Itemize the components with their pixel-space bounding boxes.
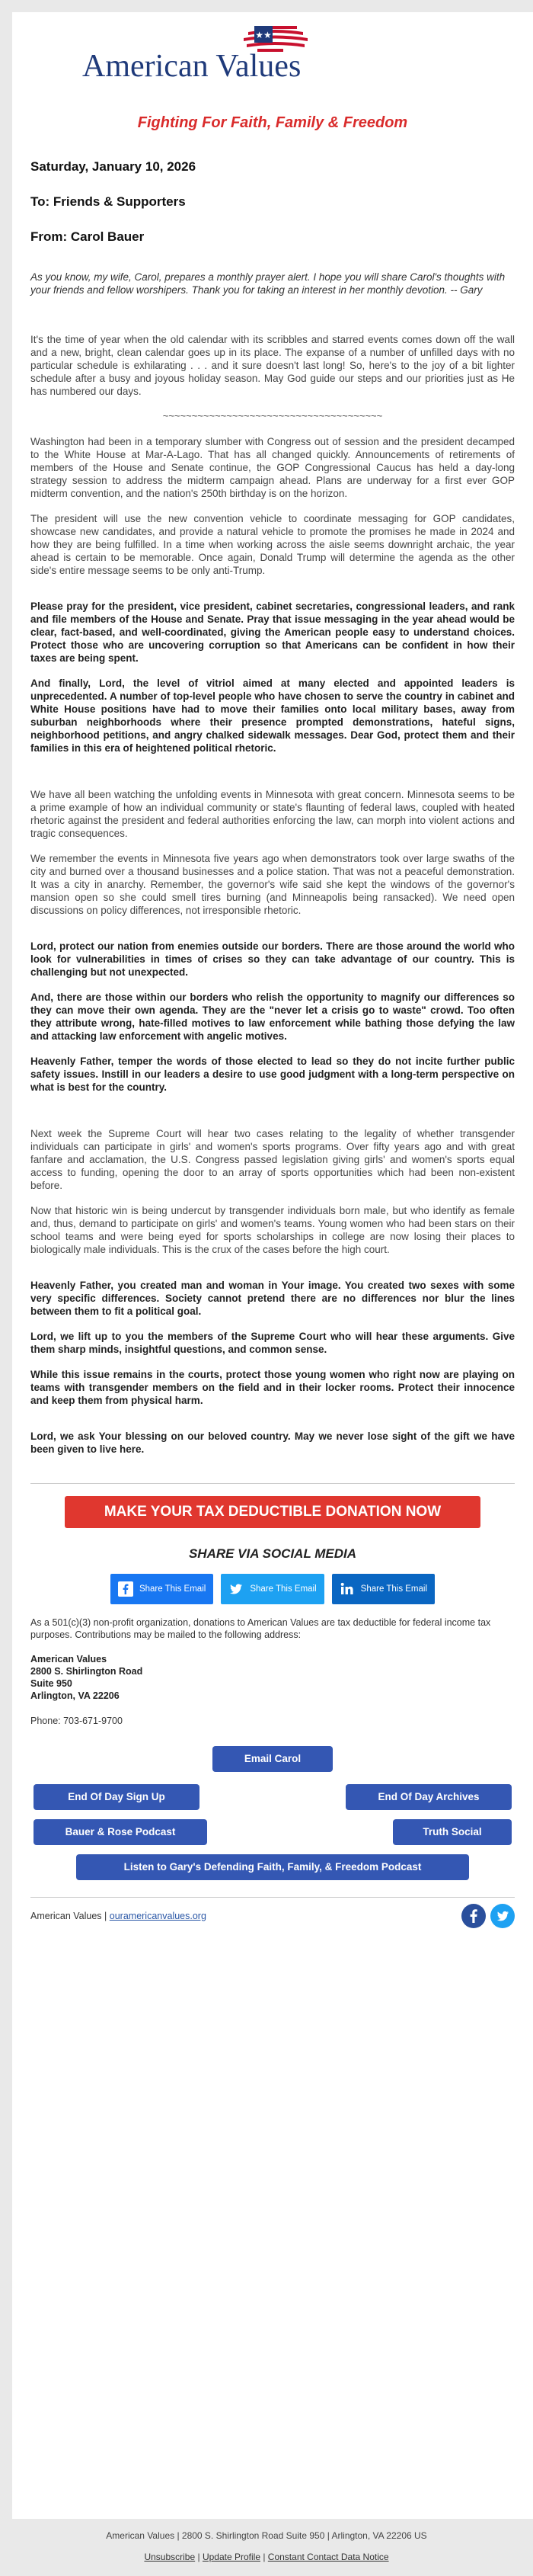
- donate-button[interactable]: MAKE YOUR TAX DEDUCTIBLE DONATION NOW: [65, 1496, 480, 1528]
- memo-from: From: Carol Bauer: [30, 229, 145, 244]
- memo-to: To: Friends & Supporters: [30, 194, 186, 209]
- footer-bottom: [0, 2530, 533, 2562]
- prayer-paragraph: Please pray for the president, vice president, cabinet secretaries, congressional leaders, and rank and file members of the House and Senate. Pray that issue messaging in the year ahead would be clear, fact-based, and well-coordinated, giving the American people easy to understand choices. Protect those who are uncovering corruption so that Americans can be confident in how their taxes are being spent.: [30, 601, 515, 664]
- listen-podcast-button[interactable]: Listen to Gary's Defending Faith, Family, & Freedom Podcast: [76, 1854, 469, 1880]
- end-of-day-archives-button[interactable]: End Of Day Archives: [346, 1784, 512, 1810]
- tagline: Fighting For Faith, Family & Freedom: [137, 114, 408, 131]
- footer-brand-row: [30, 1898, 515, 1934]
- share-twitter-button[interactable]: [221, 1574, 324, 1604]
- address-line: American Values: [30, 1654, 107, 1664]
- twitter-icon[interactable]: [490, 1904, 515, 1928]
- email-carol-button[interactable]: Email Carol: [212, 1746, 333, 1772]
- header: [30, 12, 515, 98]
- end-of-day-signup-button[interactable]: End Of Day Sign Up: [34, 1784, 199, 1810]
- tax-disclaimer: As a 501(c)(3) non-profit organization, donations to American Values are tax deductible for federal income tax purposes. Contributions may be mailed to the following address:: [30, 1617, 491, 1640]
- mailing-address: [30, 1653, 515, 1702]
- paragraph: Next week the Supreme Court will hear two cases relating to the legality of whether transgender individuals can participate in girls' and women's sports programs. Over fifty years ago and with great fanfare and acclamation, the U.S. Congress passed legislation giving girls' and women's sports equal access to funding, opening the door to an array of sports opportunities which had been non-existent before.: [30, 1128, 515, 1191]
- memo-date: Saturday, January 10, 2026: [30, 159, 196, 174]
- prayer-paragraph: And finally, Lord, the level of vitriol aimed at many elected and appointed leaders is unprecedented. A number of top-level people who have chosen to serve the country in cabinet and White House positions have had to move their families onto local military bases, away from suburban neighborhoods where their presence prompted demonstrations, hateful signs, neighborhood petitions, and angry chalked sidewalk messages. Dear God, protect them and their families in this era of heightened political rhetoric.: [30, 678, 515, 754]
- facebook-icon[interactable]: [461, 1904, 486, 1928]
- unsubscribe-link[interactable]: Unsubscribe: [144, 2552, 196, 2562]
- flag-icon: [244, 26, 308, 52]
- prayer-paragraph: Heavenly Father, temper the words of those elected to lead so they do not incite further public safety issues. Instill in our leaders a desire to use good judgment with a long-term perspective on what is best for the country.: [30, 1056, 515, 1093]
- share-linkedin-button[interactable]: [332, 1574, 435, 1604]
- section-divider: ~~~~~~~~~~~~~~~~~~~~~~~~~~~~~~~~~~~~~~: [162, 410, 383, 421]
- footer-address: American Values | 2800 S. Shirlington Road Suite 950 | Arlington, VA 22206 US: [106, 2530, 427, 2541]
- twitter-icon: [228, 1581, 244, 1597]
- website-link[interactable]: ouramericanvalues.org: [109, 1911, 206, 1921]
- paragraph: We remember the events in Minnesota five years ago when demonstrators took over large swaths of the city and burned over a thousand businesses and a police station. That was not a peaceful demonstration. It was a city in anarchy. Remember, the governor's wife said she kept the windows of the governor's mansion open so she could smell tires burning (and Minneapolis being ransacked). We need open discussions on policy differences, not irresponsible rhetoric.: [30, 853, 515, 916]
- data-notice-link[interactable]: Constant Contact Data Notice: [267, 2552, 389, 2562]
- svg-text:★★: ★★: [255, 30, 272, 40]
- prayer-paragraph: Lord, protect our nation from enemies outside our borders. There are those around the world who look for vulnerabilities in times of crises so they can take advantage of our country. This is challenging but not unexpected.: [30, 940, 515, 978]
- american-values-logo: [75, 23, 471, 85]
- share-title: SHARE VIA SOCIAL MEDIA: [188, 1546, 357, 1561]
- footer-separator: |: [101, 1911, 110, 1921]
- share-label: Share This Email: [139, 1584, 206, 1594]
- email-body: [12, 12, 533, 2519]
- facebook-icon: [118, 1581, 133, 1597]
- prayer-paragraph: While this issue remains in the courts, protect those young women who right now are playing on teams with transgender members on the field and in their locker rooms. Protect their innocence and keep them from physical harm.: [30, 1369, 515, 1406]
- prayer-paragraph: Heavenly Father, you created man and woman in Your image. You created two sexes with some very specific differences. Society cannot pretend there are no differences nor blur the lines between them to fit a political goal.: [30, 1280, 515, 1317]
- footer-links: [0, 2552, 533, 2562]
- paragraph: The president will use the new convention vehicle to coordinate messaging for GOP candidates, showcase new candidates, and provide a natural vehicle to promote the promises he made in 2024 and how they are being fulfilled. In a time when working across the aisle seems downright archaic, the year ahead is certain to be memorable. Once again, Donald Trump will determine the agenda as the other side's entire message seems to be only anti-Trump.: [30, 513, 515, 576]
- footer-link-separator: |: [260, 2552, 268, 2562]
- divider-line: [30, 1483, 515, 1484]
- footer-link-separator: |: [195, 2552, 203, 2562]
- share-facebook-button[interactable]: [110, 1574, 213, 1604]
- footer-org-text: [30, 1911, 206, 1921]
- logo-text: American Values: [82, 49, 302, 84]
- linkedin-icon: [340, 1581, 355, 1597]
- closing-prayer: Lord, we ask Your blessing on our beloved country. May we never lose sight of the gift we have been given to live here.: [30, 1431, 515, 1455]
- truth-social-button[interactable]: Truth Social: [393, 1819, 512, 1845]
- podcast-button[interactable]: Bauer & Rose Podcast: [34, 1819, 207, 1845]
- phone-number: Phone: 703-671-9700: [30, 1716, 123, 1726]
- prayer-paragraph: Lord, we lift up to you the members of the Supreme Court who will hear these arguments. Give them sharp minds, insightful questions, and common sense.: [30, 1331, 515, 1355]
- social-icons: [461, 1904, 515, 1928]
- update-profile-link[interactable]: Update Profile: [202, 2552, 260, 2562]
- paragraph: We have all been watching the unfolding events in Minnesota with great concern. Minnesota seems to be a prime example of how an individual community or state's flaunting of federal laws, coupled with heated rhetoric against the president and federal authorities enforcing the law, can morph into violent actions and tragic consequences.: [30, 789, 515, 839]
- address-line: 2800 S. Shirlington Road: [30, 1666, 143, 1677]
- paragraph: It's the time of year when the old calendar with its scribbles and starred events comes down off the wall and a new, bright, clean calendar goes up in its place. The expanse of a number of unfilled days with no particular schedule is exhilarating . . . and it sure doesn't last long! So, here's to the joy of a bit lighter schedule after a busy and joyous holiday season. May God guide our steps and our priorities just as He has numbered our days.: [30, 334, 515, 397]
- address-line: Arlington, VA 22206: [30, 1690, 120, 1701]
- paragraph: Washington had been in a temporary slumber with Congress out of session and the president decamped to the White House at Mar-A-Lago. That has all changed quickly. Announcements of retirements of members of the House and Senate continue, the GOP Congressional Caucus has held a day-long strategy session to address the midterm campaign ahead. Plans are underway for a first ever GOP midterm convention, and the nation's 250th birthday is on the horizon.: [30, 436, 515, 499]
- address-line: Suite 950: [30, 1678, 72, 1689]
- prayer-paragraph: And, there are those within our borders who relish the opportunity to magnify our differences so they can move their own agenda. They are the "never let a crisis go to waste" crowd. Too often they attribute wrong, hate-filled motives to law enforcement while bathing those defying the law and attacking law enforcement with angelic motives.: [30, 992, 515, 1042]
- share-label: Share This Email: [250, 1584, 317, 1594]
- footer-org: American Values: [30, 1911, 102, 1921]
- paragraph: Now that historic win is being undercut by transgender individuals born male, but who identify as female and, thus, demand to participate on girls' and women's teams. Young women who had been stars on their school teams and were being eyed for sports scholarships in college are now losing their places to biologically male individuals. This is the crux of the cases before the high court.: [30, 1205, 515, 1255]
- share-row: [30, 1574, 515, 1604]
- share-label: Share This Email: [360, 1584, 428, 1594]
- intro-note: As you know, my wife, Carol, prepares a monthly prayer alert. I hope you will share Carol's thoughts with your friends and fellow worshipers. Thank you for taking an interest in her monthly devotion. -- Gary: [30, 271, 506, 296]
